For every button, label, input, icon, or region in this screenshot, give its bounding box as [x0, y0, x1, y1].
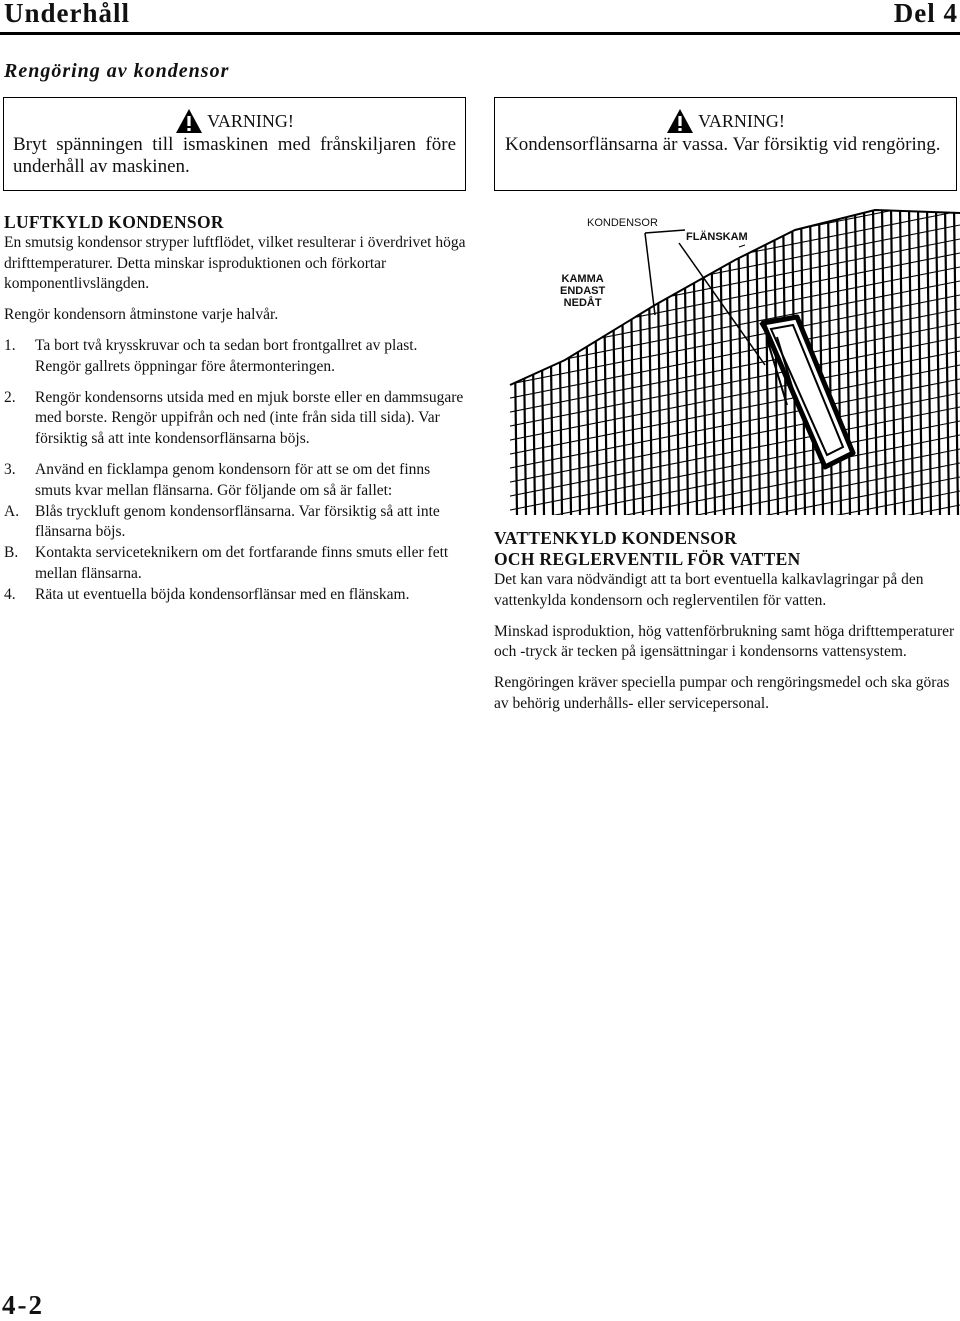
step-number: 4. — [4, 585, 16, 603]
warning-header — [495, 108, 956, 134]
section-name: Underhåll — [4, 0, 131, 28]
substep-text: Blås tryckluft genom kondensorflänsarna. Var försiktig så att inte flänsarna böjs. — [35, 502, 440, 541]
step-number: 3. — [4, 460, 16, 478]
page-header — [0, 0, 960, 32]
step-text: Räta ut eventuella böjda kondensorflänsar med en flänskam. — [35, 585, 410, 603]
warning-triangle-icon — [666, 108, 694, 134]
water-cooled-heading-1: VATTENKYLD KONDENSOR — [494, 528, 738, 548]
label-fin-comb: FLÄNSKAM — [686, 231, 748, 243]
page-title: Rengöring av kondensor — [4, 60, 230, 82]
water-cooled-section — [494, 528, 958, 715]
label-line: ENDAST — [560, 285, 606, 297]
air-cooled-intro: En smutsig kondensor stryper luftflödet, vilket resulterar i överdrivet höga drifttemperaturer. Detta minskar isproduktionen och förkortar komponentlivslängden. — [4, 233, 466, 293]
warning-box-power — [3, 97, 466, 191]
step-number: 2. — [4, 388, 16, 406]
label-comb-down — [560, 273, 605, 309]
substep-item — [4, 502, 466, 544]
header-rule — [0, 32, 960, 35]
warning-label: VARNING! — [207, 110, 294, 131]
part-number: Del 4 — [893, 0, 958, 28]
step-item — [4, 585, 466, 606]
warning-header — [4, 108, 465, 134]
step-item — [4, 336, 466, 378]
warning-triangle-icon — [175, 108, 203, 134]
warning-text: Kondensorflänsarna är vassa. Var försiktig vid rengöring. — [505, 134, 941, 155]
label-line: KAMMA — [561, 273, 604, 285]
label-condenser: KONDENSOR — [587, 217, 658, 229]
water-cooled-para-2: Minskad isproduktion, hög vattenförbrukning samt höga drifttemperaturer och -tryck är tecken på igensättningar i kondensorns vattensystem. — [494, 622, 955, 661]
condenser-fin-drawing — [505, 205, 960, 515]
label-line: NEDÅT — [563, 297, 602, 309]
warning-text: Bryt spänningen till ismaskinen med frånskiljaren före underhåll av maskinen. — [13, 134, 456, 177]
fin-comb-illustration — [505, 205, 960, 515]
step-text: Ta bort två krysskruvar och ta sedan bort frontgallret av plast. Rengör gallrets öppningar före återmonteringen. — [35, 336, 418, 375]
warning-box-fins — [494, 97, 957, 191]
page-number: 4-2 — [2, 1290, 44, 1320]
step-text: Använd en ficklampa genom kondensorn för att se om det finns smuts kvar mellan flänsarna. Gör följande om så är fallet: — [35, 460, 431, 499]
water-cooled-para-1: Det kan vara nödvändigt att ta bort eventuella kalkavlagringar på den vattenkylda kondensorn och reglerventilen för vatten. — [494, 571, 924, 609]
warning-label: VARNING! — [698, 110, 785, 131]
step-number: 1. — [4, 336, 16, 354]
substep-item — [4, 543, 466, 585]
substep-letter: B. — [4, 544, 19, 562]
water-cooled-para-3: Rengöringen kräver speciella pumpar och rengöringsmedel och ska göras av behörig underhålls- eller servicepersonal. — [494, 674, 950, 712]
substep-text: Kontakta serviceteknikern om det fortfarande finns smuts eller fett mellan flänsarna. — [35, 544, 449, 582]
step-text: Rengör kondensorns utsida med en mjuk borste eller en dammsugare med borste. Rengör uppifrån och ned (inte från sida till sida). Var försiktig så att inte kondensorflänsarna böjs. — [35, 388, 464, 448]
air-cooled-section — [4, 212, 466, 606]
substep-letter: A. — [4, 502, 20, 520]
air-cooled-heading: LUFTKYLD KONDENSOR — [4, 212, 224, 232]
step-item — [4, 460, 466, 502]
step-item — [4, 388, 466, 450]
cleaning-interval: Rengör kondensorn åtminstone varje halvår. — [4, 306, 279, 324]
water-cooled-heading-2: OCH REGLERVENTIL FÖR VATTEN — [494, 549, 801, 569]
